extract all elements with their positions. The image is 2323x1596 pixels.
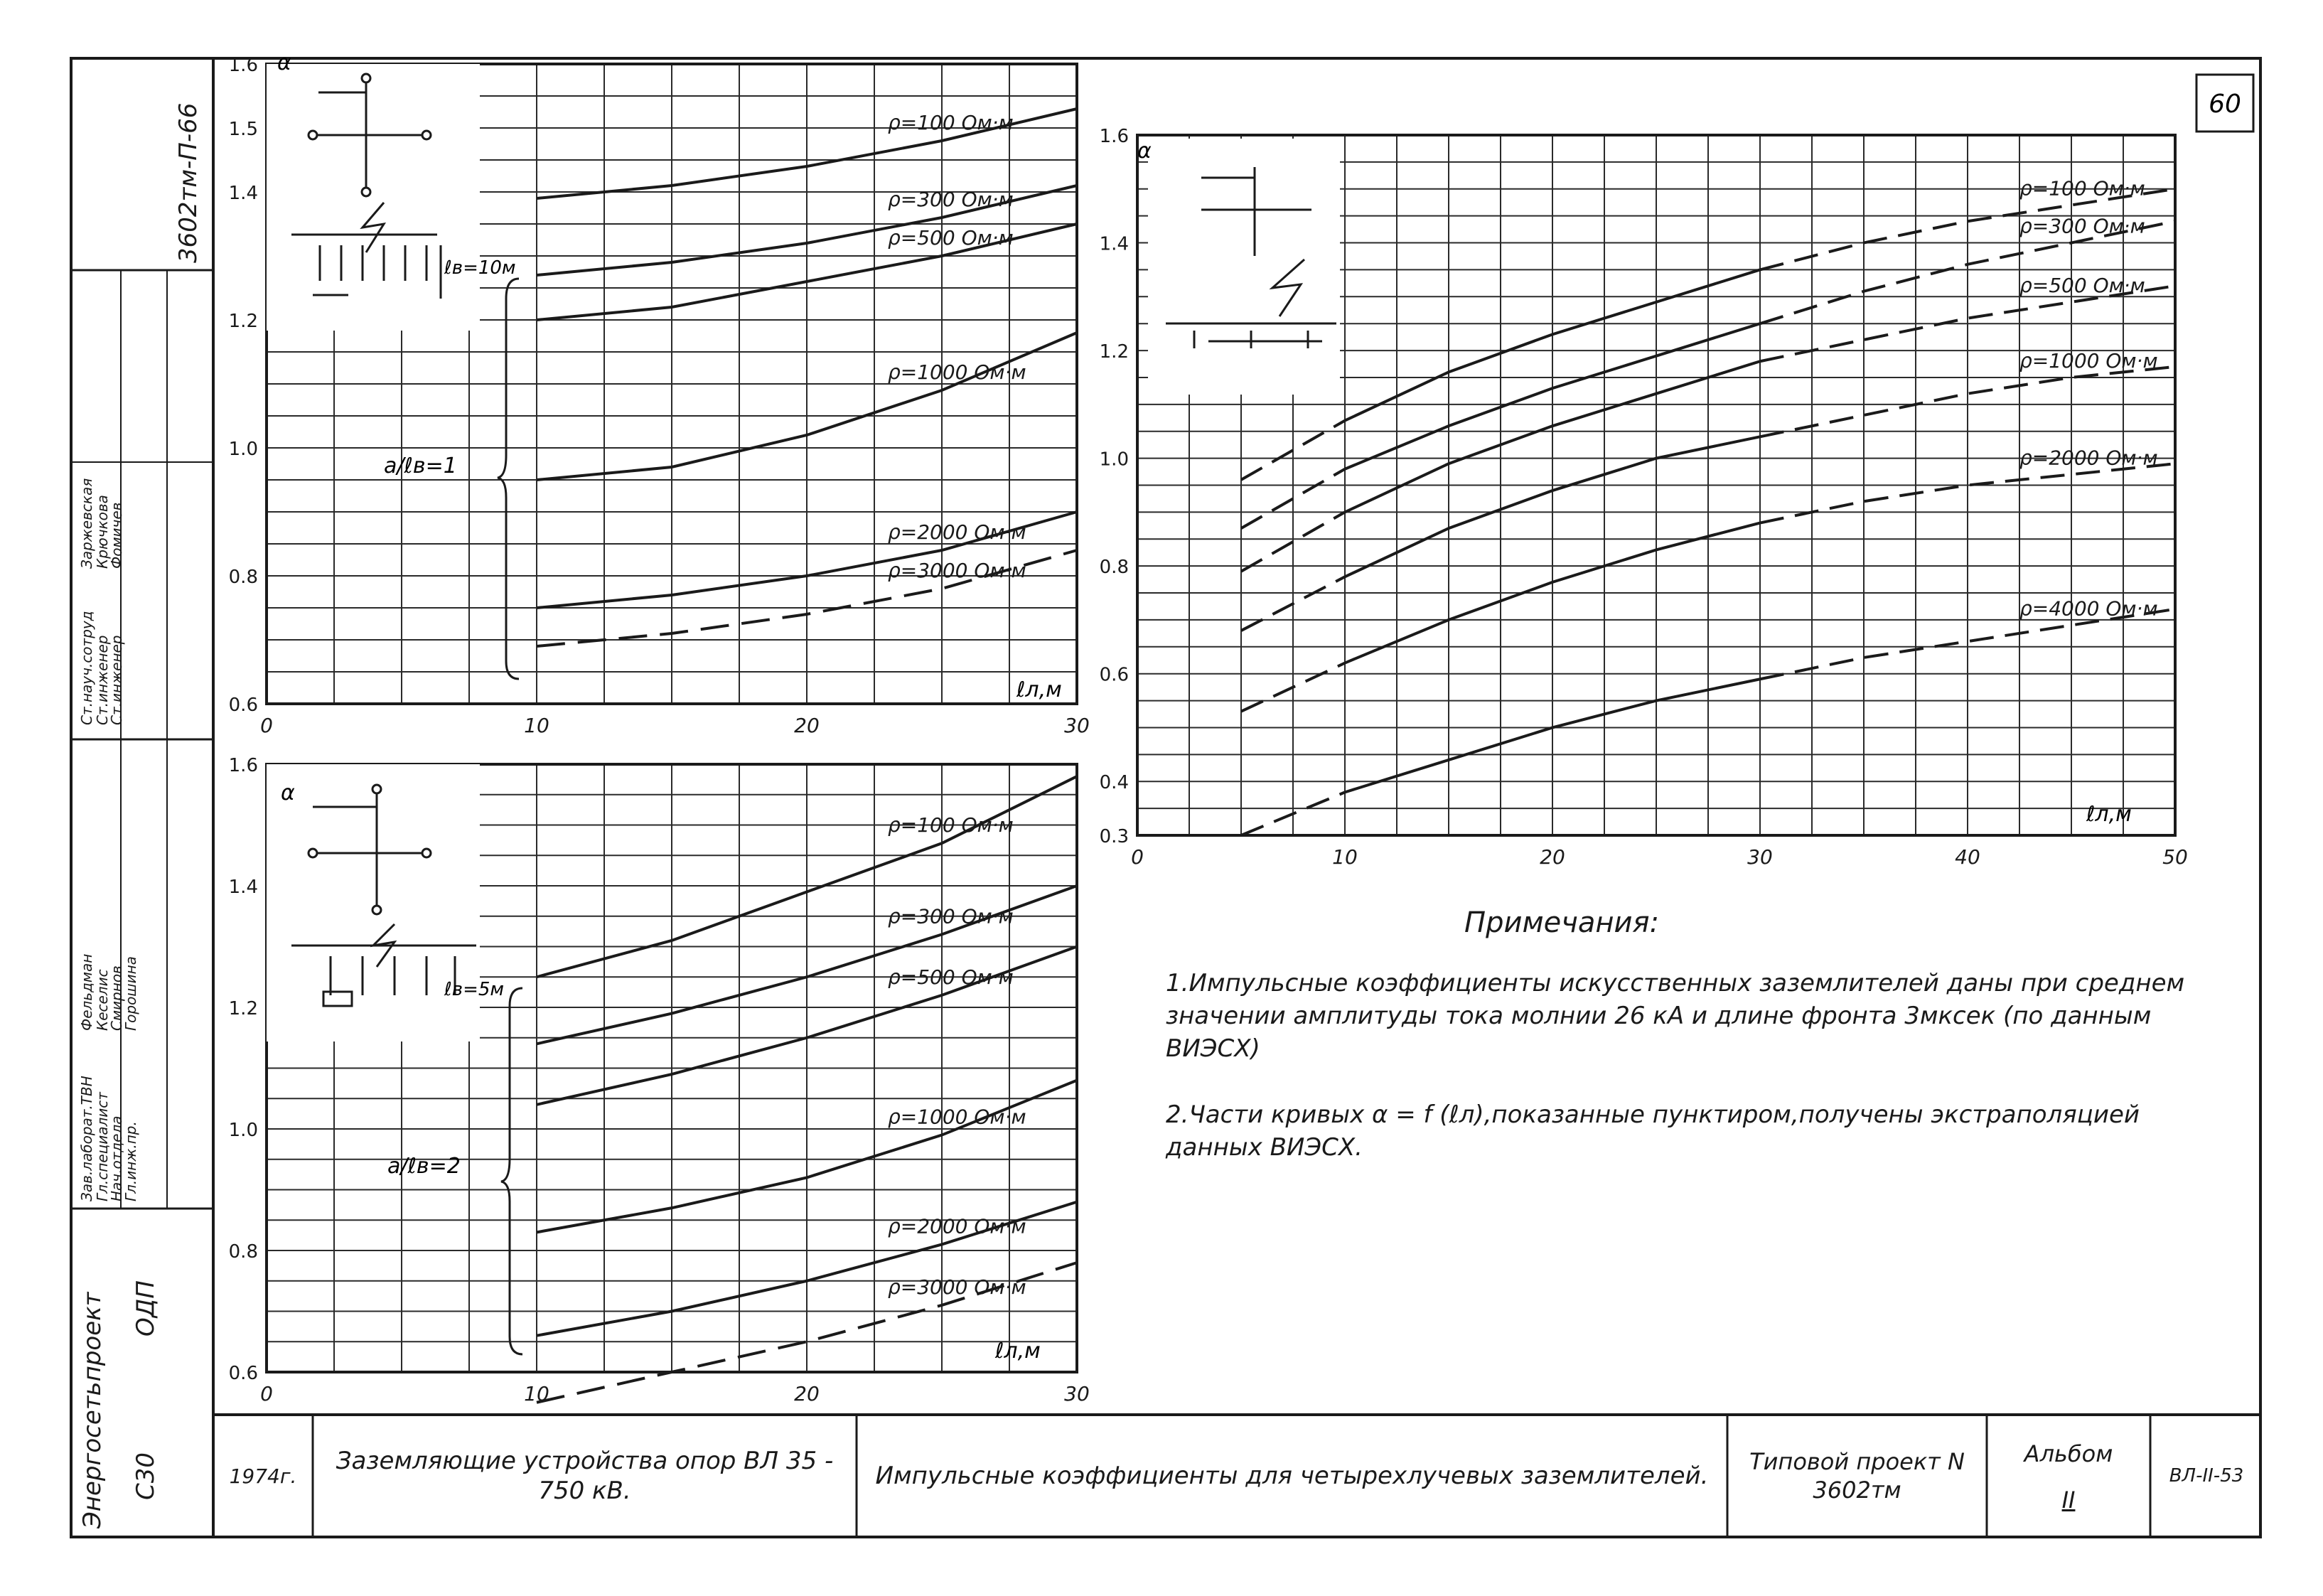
y-tick-label: 1.5 xyxy=(228,119,258,140)
x-tick-label: 20 xyxy=(794,714,820,737)
sig-role-2: Гл.специалист xyxy=(94,1092,111,1201)
series-label: ρ=300 Ом·м xyxy=(2019,214,2145,238)
electrode-sketch-right xyxy=(1148,139,1340,395)
sig-role-5: Ст.науч.сотруд xyxy=(78,611,95,725)
note-2: 2.Части кривых α = f (ℓл),показанные пунктиром,получены экстраполяцией данных ВИЭСХ. xyxy=(1166,1100,2140,1162)
brace-bottom xyxy=(501,988,522,1354)
org-code: С30 xyxy=(132,1452,160,1500)
sig-name-7: Фомичев xyxy=(108,502,125,569)
x-tick-label: 30 xyxy=(1064,714,1090,737)
sig-role-6: Ст.инженер xyxy=(94,635,111,725)
sig-role-1: Зав.лаборат.ТВН xyxy=(78,1076,95,1201)
series-label: ρ=1000 Ом·м xyxy=(2019,348,2158,373)
y-tick-label: 0.4 xyxy=(1099,772,1129,794)
sig-name-2: Кеселис xyxy=(94,969,111,1031)
title-album-label: Альбом xyxy=(2024,1440,2113,1467)
x-tick-label: 10 xyxy=(524,714,549,737)
series-label: ρ=100 Ом·м xyxy=(888,111,1014,134)
series-label: ρ=1000 Ом·м xyxy=(888,360,1026,384)
x-tick-label: 10 xyxy=(1332,845,1358,869)
y-tick-label: 0.8 xyxy=(1099,557,1129,579)
series-label: ρ=500 Ом·м xyxy=(888,226,1014,250)
chart1-condition: a/ℓв=2 xyxy=(387,1154,461,1179)
series-label: ρ=300 Ом·м xyxy=(888,904,1014,928)
x-tick-label: 10 xyxy=(524,1382,549,1405)
sig-name-6: Крючкова xyxy=(94,495,111,569)
series-label: ρ=2000 Ом·м xyxy=(888,1214,1026,1238)
series-label: ρ=500 Ом·м xyxy=(2019,273,2145,297)
x-tick-label: 50 xyxy=(2162,845,2188,869)
sig-name-5: Заржевская xyxy=(78,478,95,569)
series-label: ρ=3000 Ом·м xyxy=(888,1275,1026,1299)
notes-heading: Примечания: xyxy=(1464,906,1660,939)
x-tick-label: 40 xyxy=(1955,845,1980,869)
x-tick-label: 0 xyxy=(1131,845,1144,869)
y-tick-label: 1.0 xyxy=(1099,449,1129,471)
chart1-ylabel: α xyxy=(281,781,295,805)
y-tick-label: 0.6 xyxy=(228,1363,258,1384)
series-label: ρ=100 Ом·м xyxy=(888,813,1014,837)
x-tick-label: 20 xyxy=(794,1382,820,1405)
brace-top xyxy=(498,279,519,679)
series-label: ρ=3000 Ом·м xyxy=(888,559,1026,582)
sig-role-7: Ст.инженер xyxy=(108,635,125,725)
series-label: ρ=100 Ом·м xyxy=(2019,176,2145,200)
series-label: ρ=2000 Ом·м xyxy=(2019,446,2158,470)
y-tick-label: 1.2 xyxy=(228,998,258,1019)
stamp-vertical-code: 3602тм-П-66 xyxy=(174,102,203,263)
sig-name-3: Смирнов xyxy=(108,965,125,1031)
chart0-ylabel: α xyxy=(277,50,291,75)
org-dept: ОДП xyxy=(132,1280,160,1337)
chart0-condition: a/ℓв=1 xyxy=(384,454,457,478)
note-1: 1.Импульсные коэффициенты искусственных заземлителей даны при среднем значении амплитуды тока молнии 26 кА и длине фронта 3мксек (по данным ВИЭСХ) xyxy=(1166,969,2185,1063)
chart0-xlabel: ℓл,м xyxy=(1016,678,1062,702)
x-tick-label: 30 xyxy=(1064,1382,1090,1405)
y-tick-label: 1.6 xyxy=(228,55,258,76)
y-tick-label: 1.6 xyxy=(1099,126,1129,147)
org-name: Энергосетьпроект xyxy=(78,1292,107,1528)
x-tick-label: 0 xyxy=(260,1382,273,1405)
sig-name-1: Фельдман xyxy=(78,953,95,1031)
title-sheet-code: ВЛ-II-53 xyxy=(2169,1464,2244,1487)
y-tick-label: 0.8 xyxy=(228,567,258,588)
y-tick-label: 1.6 xyxy=(228,755,258,776)
chart0-inset-label: ℓв=10м xyxy=(444,257,516,279)
chart1-xlabel: ℓл,м xyxy=(995,1339,1041,1364)
chart2-xlabel: ℓл,м xyxy=(2086,802,2132,827)
y-tick-label: 0.8 xyxy=(228,1241,258,1263)
title-project: Типовой проект N 3602тм xyxy=(1749,1448,1965,1504)
series-label: ρ=2000 Ом·м xyxy=(888,520,1026,544)
series-label: ρ=4000 Ом·м xyxy=(2019,596,2158,621)
x-tick-label: 30 xyxy=(1747,845,1773,869)
y-tick-label: 1.0 xyxy=(228,439,258,460)
y-tick-label: 1.4 xyxy=(228,877,258,898)
y-tick-label: 0.3 xyxy=(1099,826,1129,847)
title-main: Импульсные коэффициенты для четырехлучевых заземлителей. xyxy=(875,1461,1709,1490)
y-tick-label: 1.2 xyxy=(1099,341,1129,363)
y-tick-label: 0.6 xyxy=(228,695,258,716)
chart2-ylabel: α xyxy=(1137,139,1152,164)
sig-name-4: Горошина xyxy=(122,956,139,1031)
sheet-number: 60 xyxy=(2209,90,2241,119)
sig-role-3: Нач.отдела xyxy=(108,1115,125,1201)
electrode-sketch-top-left xyxy=(267,64,480,331)
y-tick-label: 1.2 xyxy=(228,311,258,332)
series-label: ρ=500 Ом·м xyxy=(888,965,1014,989)
y-tick-label: 1.0 xyxy=(228,1120,258,1141)
chart1-inset-label: ℓв=5м xyxy=(444,979,505,1000)
x-tick-label: 0 xyxy=(260,714,273,737)
title-year: 1974г. xyxy=(229,1464,297,1488)
y-tick-label: 0.6 xyxy=(1099,664,1129,686)
series-label: ρ=300 Ом·м xyxy=(888,188,1014,211)
sig-role-4: Гл.инж.пр. xyxy=(122,1121,139,1201)
y-tick-label: 1.4 xyxy=(228,183,258,204)
y-tick-label: 1.4 xyxy=(1099,233,1129,255)
title-album-no: II xyxy=(2061,1487,2076,1514)
series-label: ρ=1000 Ом·м xyxy=(888,1105,1026,1129)
x-tick-label: 20 xyxy=(1540,845,1565,869)
title-subject: Заземляющие устройства опор ВЛ 35 - 750 кВ. xyxy=(336,1446,834,1505)
